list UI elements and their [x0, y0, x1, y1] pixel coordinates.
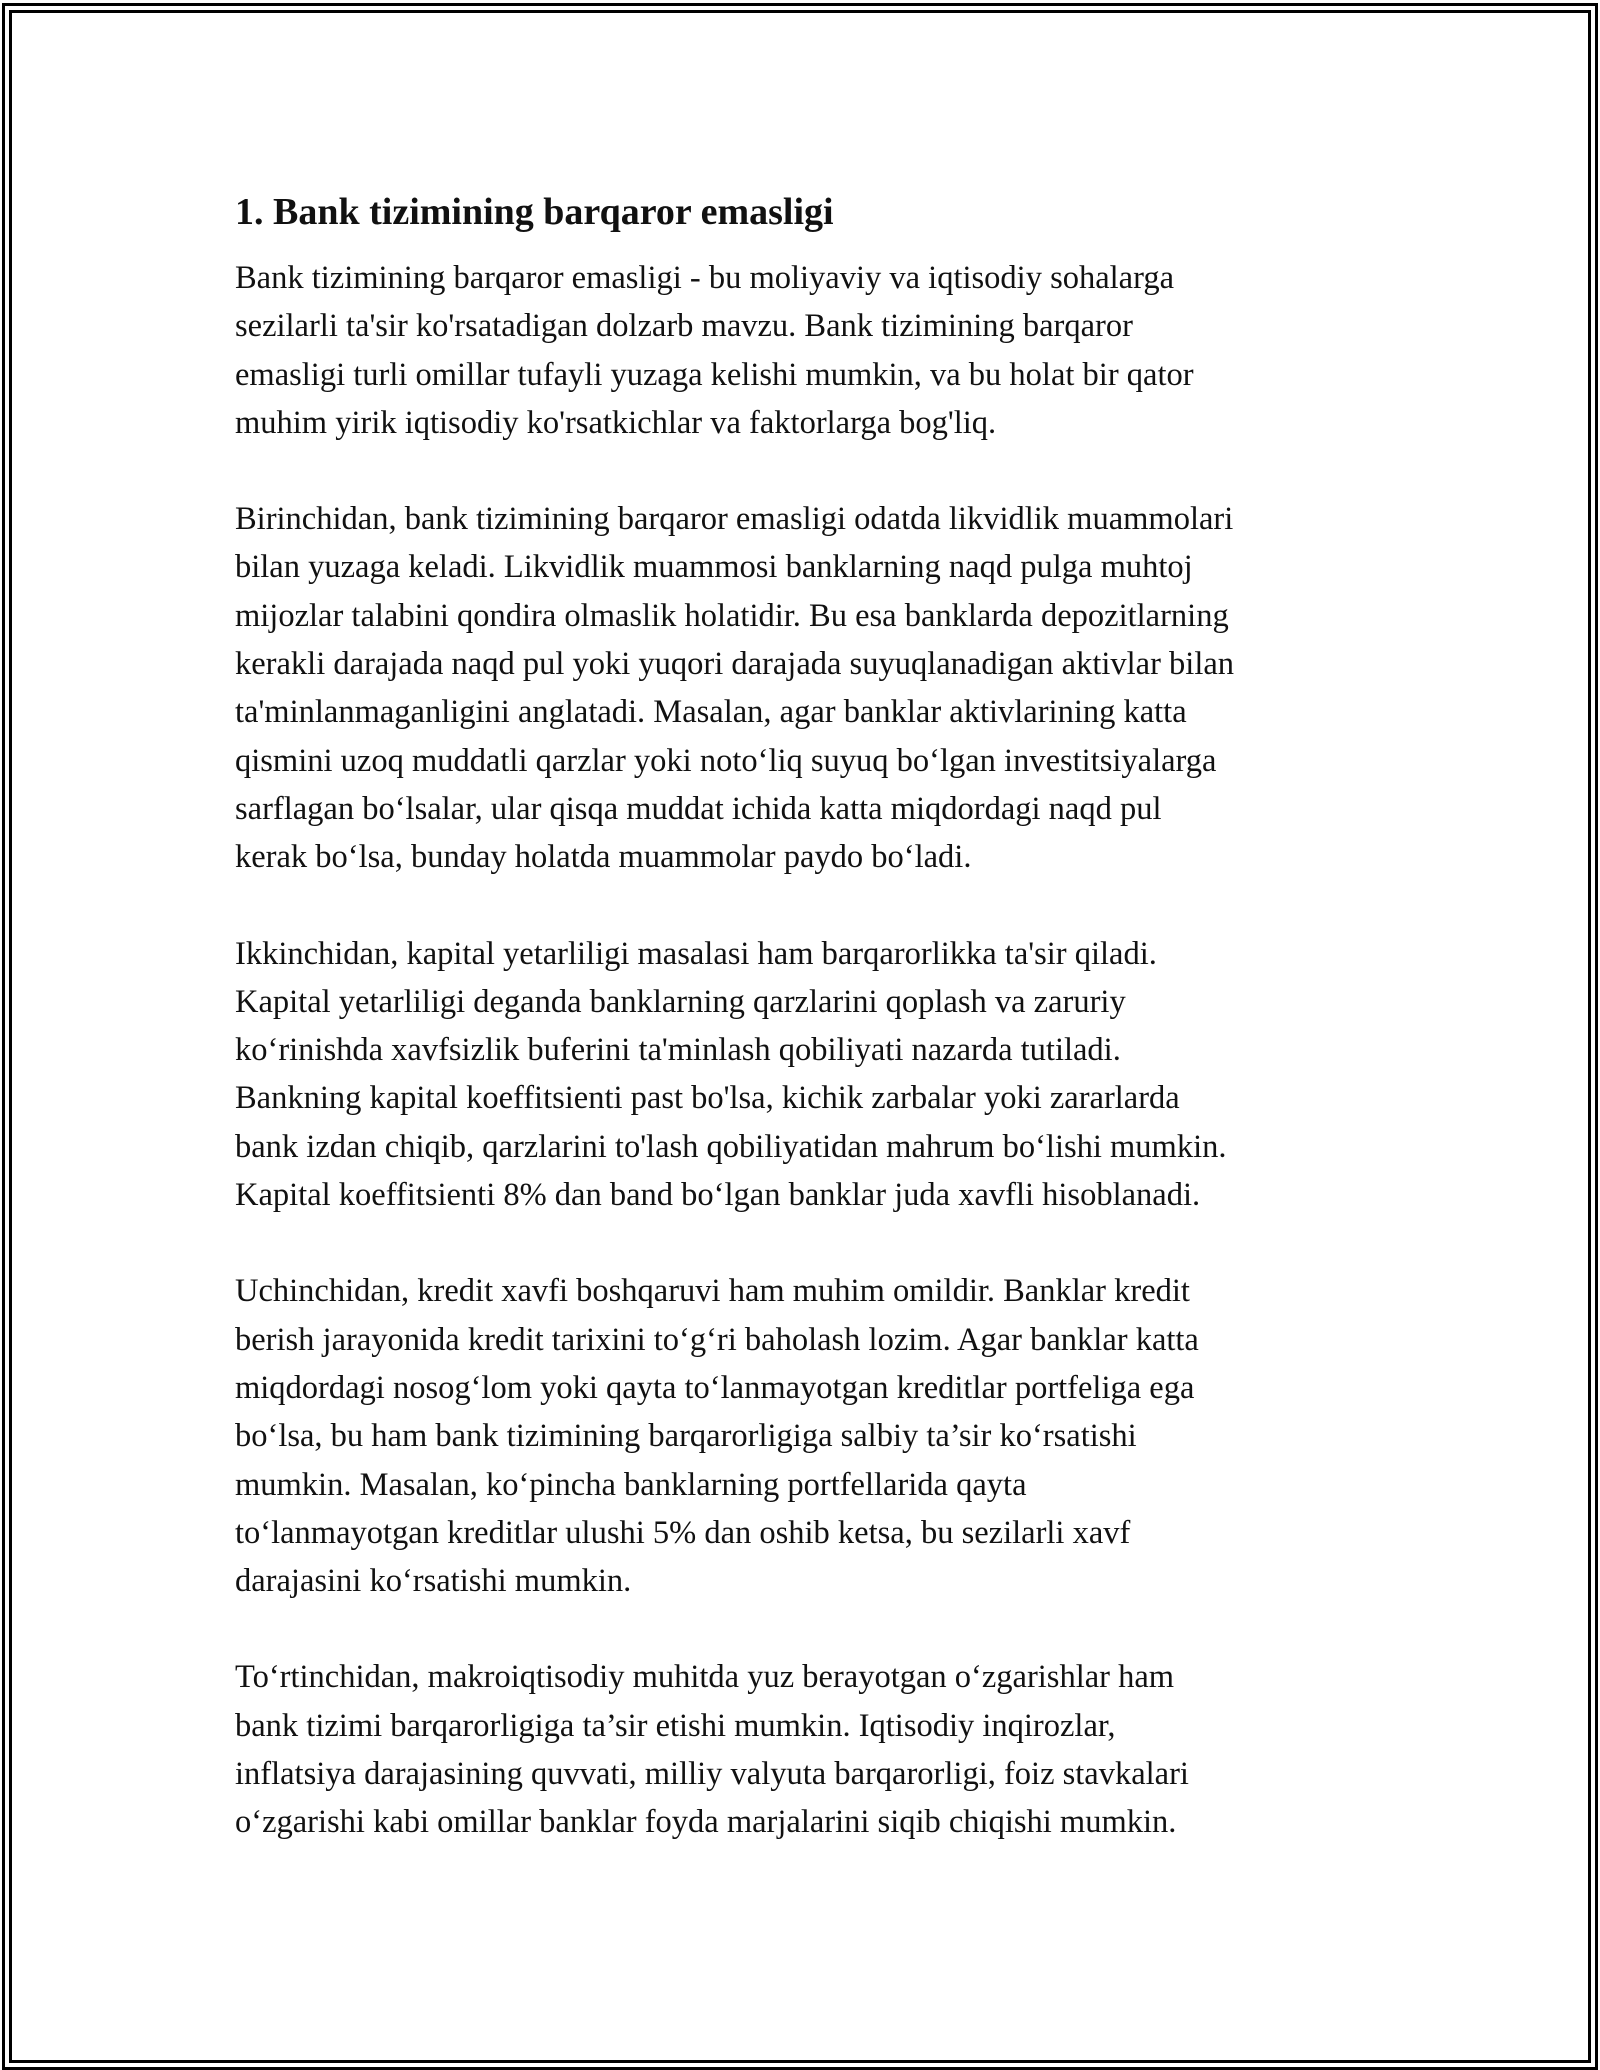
paragraph-line: sarflagan bo‘lsalar, ular qisqa muddat ichida katta miqdordagi naqd pul	[235, 790, 1162, 827]
paragraph-line: kerakli darajada naqd pul yoki yuqori darajada suyuqlanadigan aktivlar bilan	[235, 646, 1235, 683]
paragraph-line: bank izdan chiqib, qarzlarini to'lash qobiliyatidan mahrum bo‘lishi mumkin.	[235, 1128, 1227, 1165]
paragraph-line: To‘rtinchidan, makroiqtisodiy muhitda yuz berayotgan o‘zgarishlar ham	[235, 1659, 1175, 1696]
paragraph-line: berish jarayonida kredit tarixini to‘g‘ri baholash lozim. Agar banklar katta	[235, 1321, 1199, 1358]
section-heading: 1. Bank tizimining barqaror emasligi	[235, 191, 834, 233]
paragraph	[235, 1653, 1380, 1846]
paragraph-line: muhim yirik iqtisodiy ko'rsatkichlar va faktorlarga bog'liq.	[235, 404, 997, 441]
paragraph-line: Bank tizimining barqaror emasligi - bu moliyaviy va iqtisodiy sohalarga	[235, 260, 1175, 296]
paragraph-line: o‘zgarishi kabi omillar banklar foyda marjalarini siqib chiqishi mumkin.	[235, 1804, 1177, 1841]
paragraph-line: mijozlar talabini qondira olmaslik holatidir. Bu esa banklarda depozitlarning	[235, 597, 1229, 634]
paragraph-list	[235, 254, 1380, 1847]
paragraph-line: Kapital yetarliligi deganda banklarning qarzlarini qoplash va zaruriy	[235, 983, 1126, 1020]
paragraph	[235, 930, 1380, 1220]
paragraph-line: bo‘lsa, bu ham bank tizimining barqarorligiga salbiy ta’sir ko‘rsatishi	[235, 1418, 1137, 1455]
document-body	[235, 186, 1380, 1895]
paragraph-line: bilan yuzaga keladi. Likvidlik muammosi banklarning naqd pulga muhtoj	[235, 549, 1193, 586]
paragraph	[235, 495, 1380, 881]
paragraph-line: Birinchidan, bank tizimining barqaror emasligi odatda likvidlik muammolari	[235, 501, 1234, 538]
paragraph	[235, 1267, 1380, 1605]
paragraph-line: Ikkinchidan, kapital yetarliligi masalasi ham barqarorlikka ta'sir qiladi.	[235, 935, 1157, 972]
paragraph-line: ta'minlanmaganligini anglatadi. Masalan, agar banklar aktivlarining katta	[235, 694, 1187, 731]
paragraph-line: Kapital koeffitsienti 8% dan band bo‘lgan banklar juda xavfli hisoblanadi.	[235, 1177, 1201, 1214]
paragraph-line: mumkin. Masalan, ko‘pincha banklarning portfellarida qayta	[235, 1466, 1027, 1503]
paragraph-line: kerak bo‘lsa, bunday holatda muammolar paydo bo‘ladi.	[235, 839, 972, 876]
paragraph-line: darajasini ko‘rsatishi mumkin.	[235, 1563, 632, 1600]
paragraph-line: ko‘rinishda xavfsizlik buferini ta'minlash qobiliyati nazarda tutiladi.	[235, 1032, 1121, 1069]
paragraph-line: sezilarli ta'sir ko'rsatadigan dolzarb mavzu. Bank tizimining barqaror	[235, 308, 1133, 345]
paragraph-line: inflatsiya darajasining quvvati, milliy valyuta barqarorligi, foiz stavkalari	[235, 1756, 1189, 1793]
paragraph-line: bank tizimi barqarorligiga ta’sir etishi mumkin. Iqtisodiy inqirozlar,	[235, 1707, 1116, 1744]
paragraph-line: Uchinchidan, kredit xavfi boshqaruvi ham muhim omildir. Banklar kredit	[235, 1273, 1190, 1310]
paragraph-line: qismini uzoq muddatli qarzlar yoki noto‘liq suyuq bo‘lgan investitsiyalarga	[235, 742, 1217, 779]
paragraph-line: Bankning kapital koeffitsienti past bo'lsa, kichik zarbalar yoki zararlarda	[235, 1080, 1180, 1117]
paragraph	[235, 254, 1380, 447]
paragraph-line: to‘lanmayotgan kreditlar ulushi 5% dan oshib ketsa, bu sezilarli xavf	[235, 1514, 1131, 1551]
paragraph-line: miqdordagi nosog‘lom yoki qayta to‘lanmayotgan kreditlar portfeliga ega	[235, 1369, 1195, 1406]
paragraph-line: emasligi turli omillar tufayli yuzaga kelishi mumkin, va bu holat bir qator	[235, 356, 1194, 393]
